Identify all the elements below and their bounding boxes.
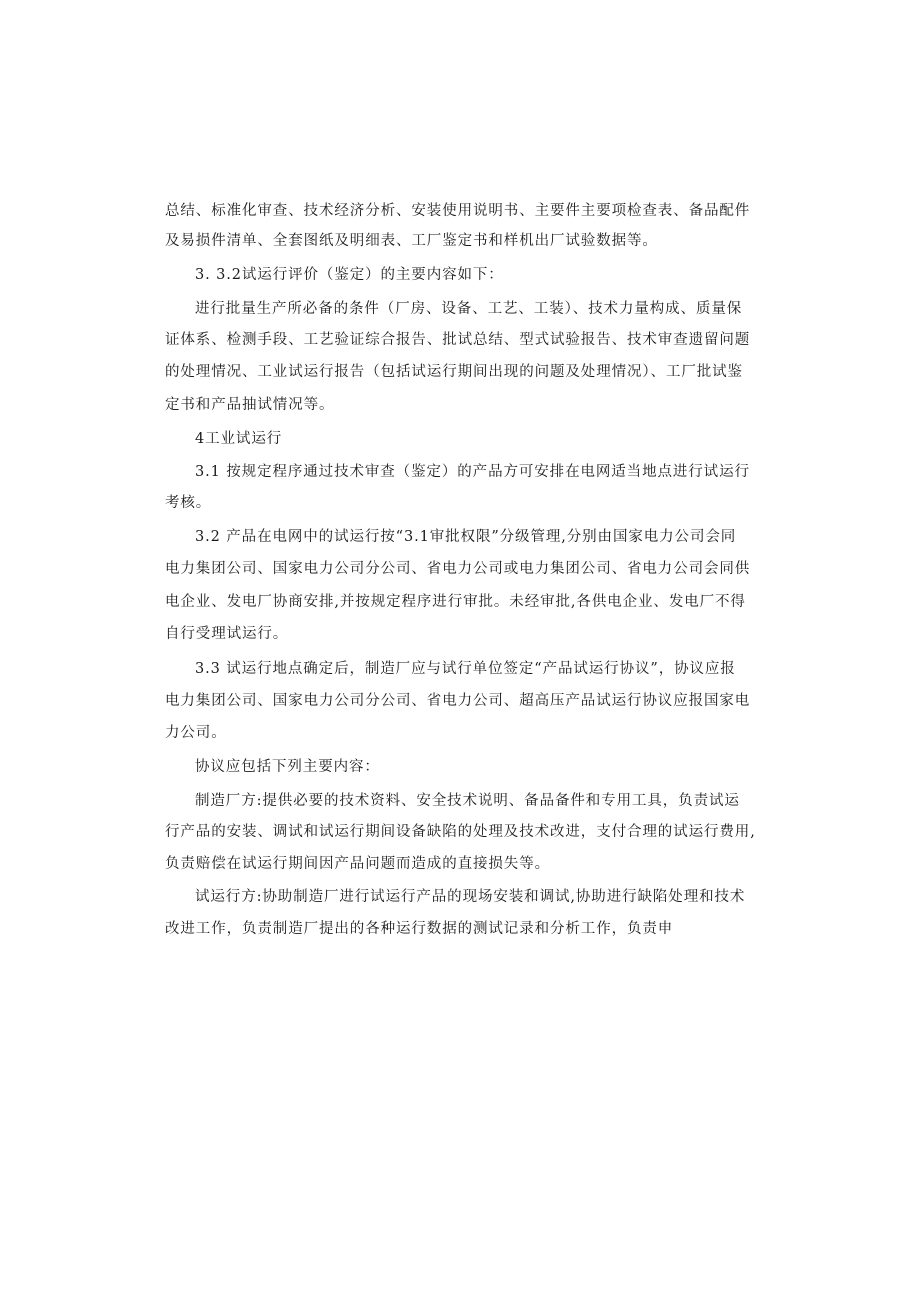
text-line: 改进工作，负责制造厂提出的各种运行数据的测试记录和分析工作，负责申 bbox=[165, 921, 674, 937]
text-line: 试运行方:协助制造厂进行试运行产品的现场安装和调试,协助进行缺陷处理和技术 bbox=[195, 889, 746, 905]
text-line: 制造厂方:提供必要的技术资料、安全技术说明、备品备件和专用工具，负责试运 bbox=[195, 793, 740, 809]
text-line: 3.2 产品在电网中的试运行按“3.1审批权限”分级管理,分别由国家电力公司会同 bbox=[195, 529, 737, 545]
text-line: 进行批量生产所必备的条件（厂房、设备、工艺、工装）、技术力量构成、质量保 bbox=[195, 301, 743, 317]
text-line: 电力集团公司、国家电力公司分公司、省电力公司或电力集团公司、省电力公司会同供 bbox=[165, 561, 751, 577]
text-line: 总结、标准化审查、技术经济分析、安装使用说明书、主要件主要项检查表、备品配件 bbox=[165, 203, 751, 219]
text-line: 电力集团公司、国家电力公司分公司、省电力公司、超高压产品试运行协议应报国家电 bbox=[165, 693, 751, 709]
text-line: 的处理情况、工业试运行报告（包括试运行期间出现的问题及处理情况）、工厂批试鉴 bbox=[165, 364, 743, 380]
text-line: 协议应包括下列主要内容： bbox=[195, 759, 380, 775]
section-heading: 4工业试运行 bbox=[195, 431, 283, 447]
text-line: 行产品的安装、调试和试运行期间设备缺陷的处理及技术改进，支付合理的试运行费用, bbox=[165, 824, 756, 840]
text-line: 及易损件清单、全套图纸及明细表、工厂鉴定书和样机出厂试验数据等。 bbox=[165, 233, 658, 249]
text-line: 3.1 按规定程序通过技术审查（鉴定）的产品方可安排在电网适当地点进行试运行 bbox=[195, 464, 750, 480]
text-line: 3.3 试运行地点确定后，制造厂应与试行单位签定“产品试运行协议”，协议应报 bbox=[195, 661, 736, 677]
section-heading: 3. 3.2试运行评价（鉴定）的主要内容如下： bbox=[195, 267, 504, 283]
text-line: 力公司。 bbox=[165, 725, 227, 741]
text-line: 自行受理试运行。 bbox=[165, 626, 289, 642]
text-line: 考核。 bbox=[165, 495, 212, 511]
text-line: 电企业、发电厂协商安排,并按规定程序进行审批。未经审批,各供电企业、发电厂不得 bbox=[165, 594, 746, 610]
text-line: 定书和产品抽试情况等。 bbox=[165, 397, 335, 413]
text-line: 负责赔偿在试运行期间因产品问题而造成的直接损失等。 bbox=[165, 856, 550, 872]
text-line: 证体系、检测手段、工艺验证综合报告、批试总结、型式试验报告、技术审查遗留问题 bbox=[165, 332, 751, 348]
